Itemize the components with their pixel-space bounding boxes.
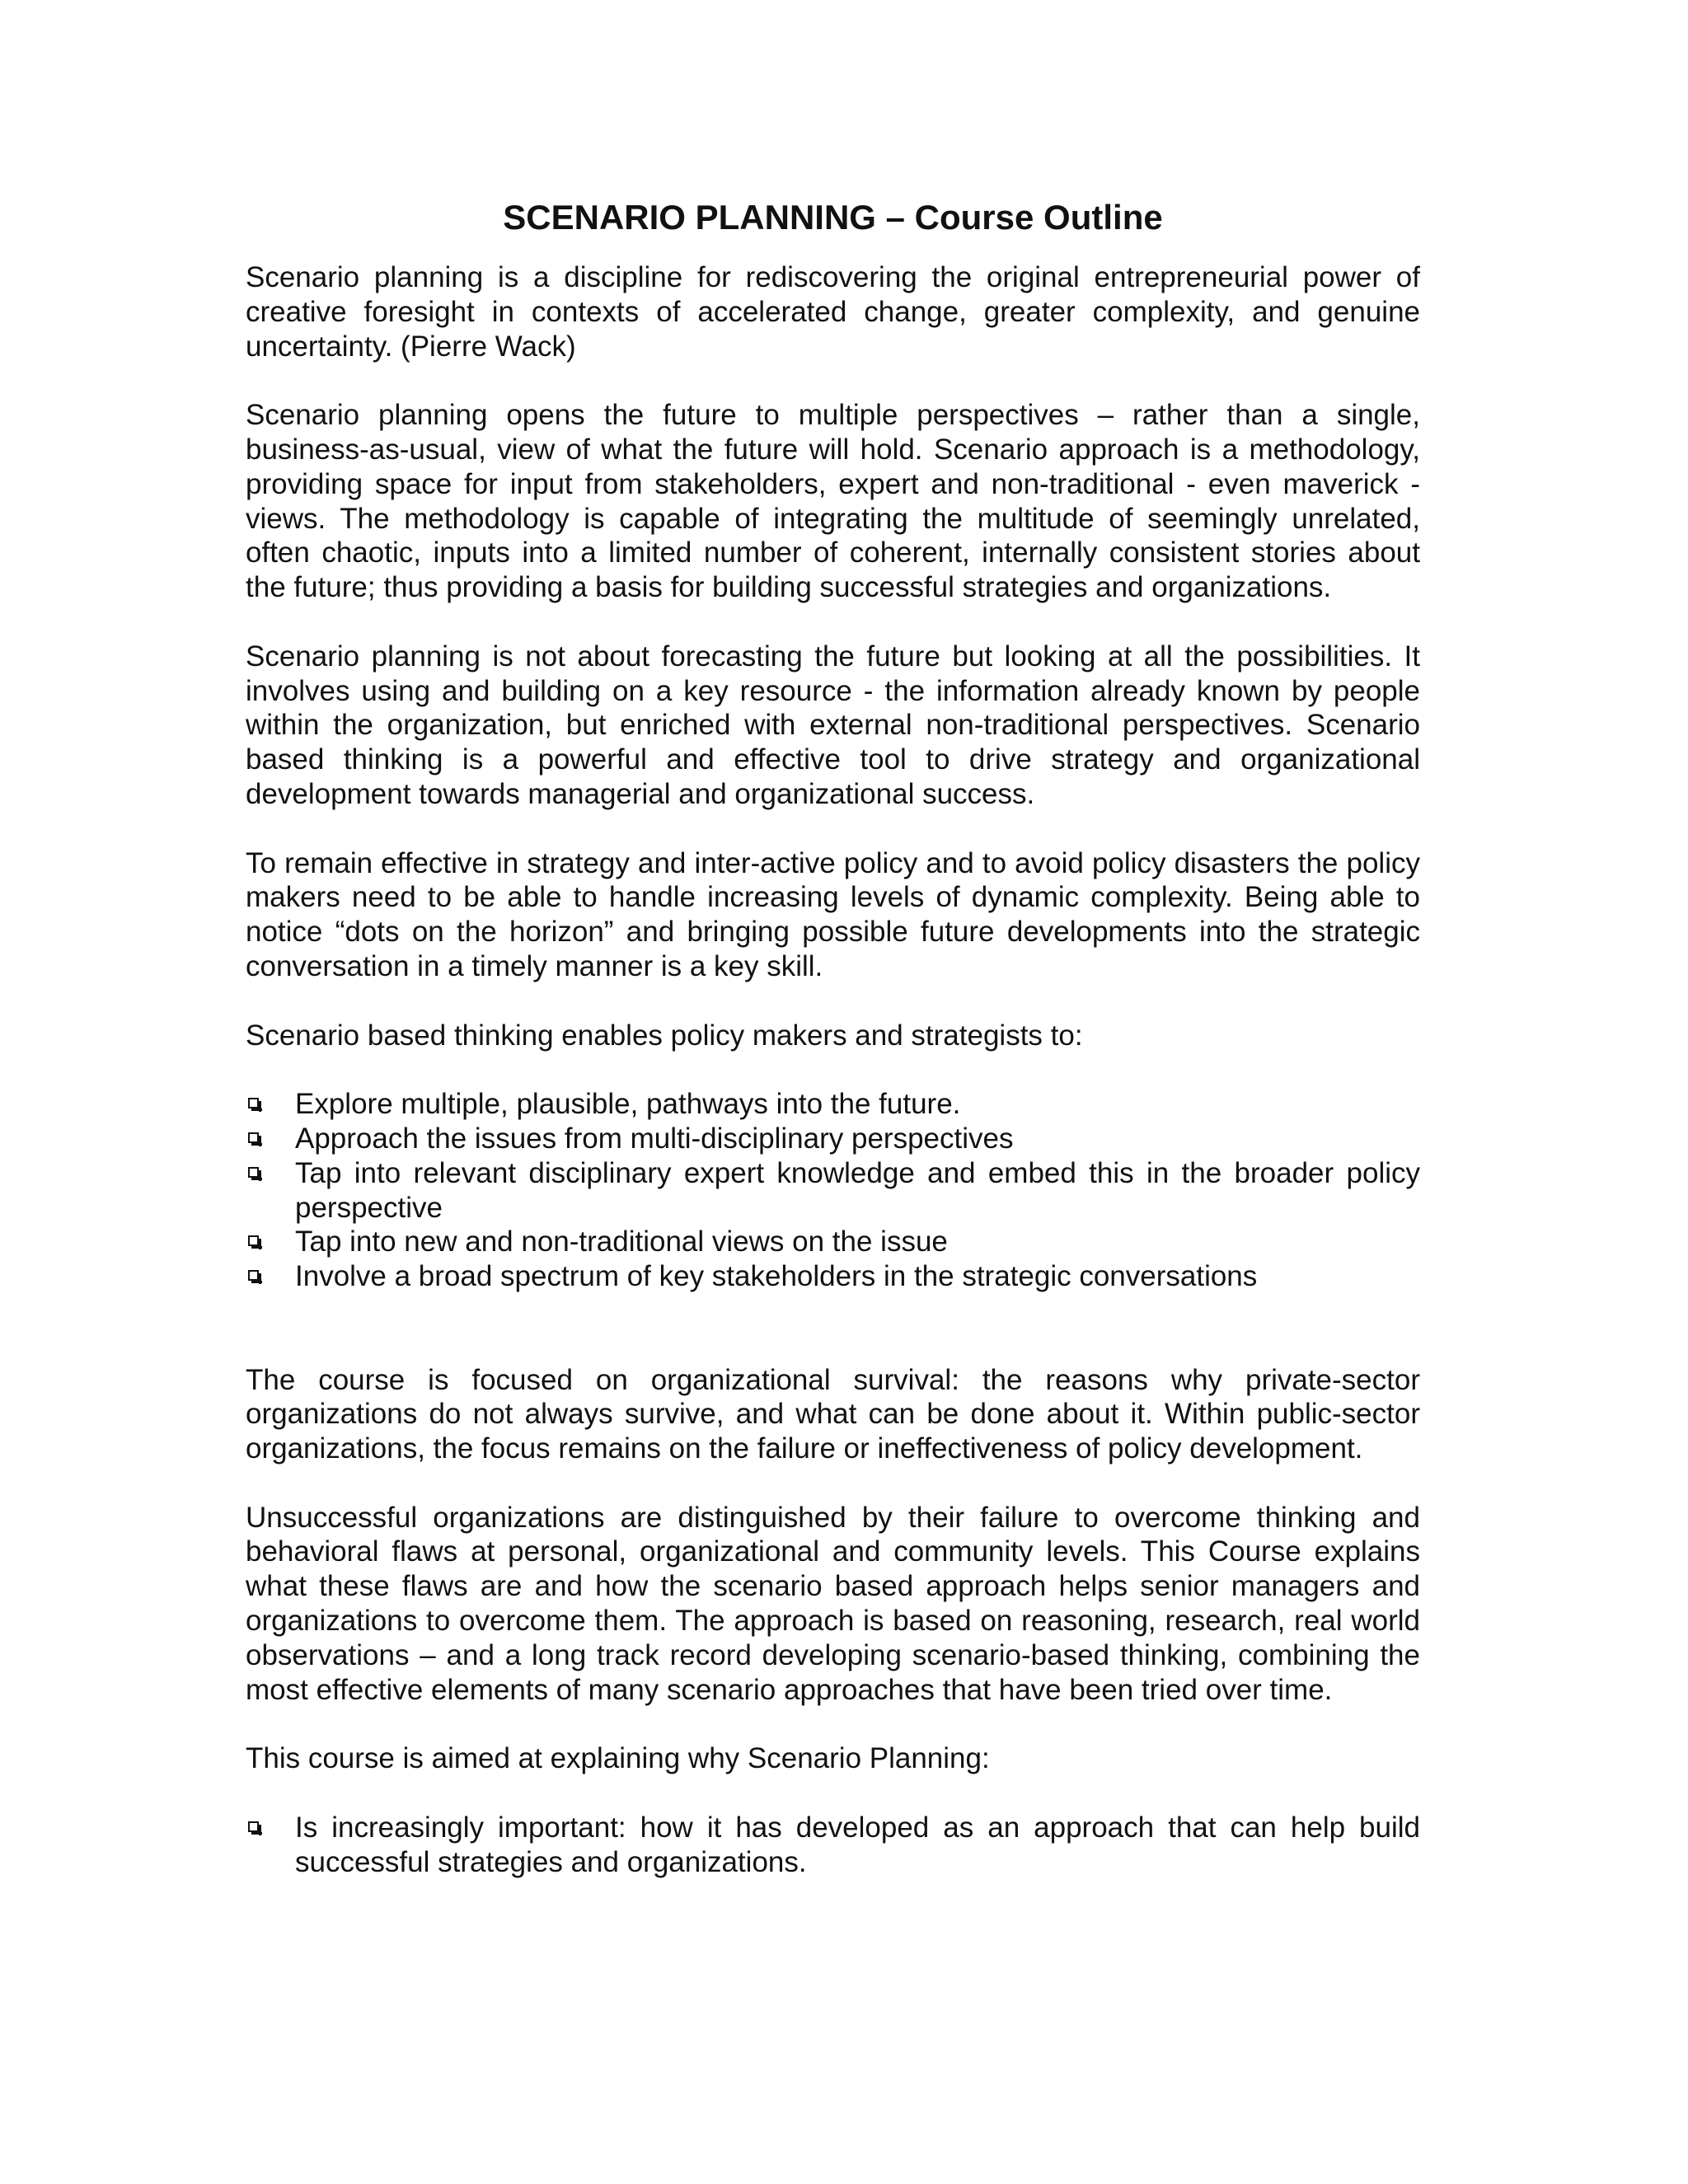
spacer: [246, 1294, 1420, 1363]
aim-list: [246, 1811, 1420, 1880]
list-item: [246, 1122, 1420, 1156]
list-item: [246, 1087, 1420, 1122]
paragraph-enables-intro: Scenario based thinking enables policy makers and strategists to:: [246, 1019, 1083, 1052]
paragraph-unsuccessful-organizations: Unsuccessful organizations are distinguished by their failure to overcome thinking and behavioral flaws at personal, organizational and community levels. This Course explains what these flaws are and how the scenario based approach helps senior managers and organizations to overcome them. The approach is based on reasoning, research, real world observations – and a long track record developing scenario-based thinking, combining the most effective elements of many scenario approaches that have been tried over time.: [246, 1501, 1420, 1706]
document-page: [246, 196, 1420, 1879]
list-item-text: Involve a broad spectrum of key stakeholders in the strategic conversations: [295, 1260, 1258, 1293]
checkbox-square-icon: [248, 1270, 259, 1281]
list-item-text: Tap into relevant disciplinary expert knowledge and embed this in the broader policy perspective: [295, 1156, 1420, 1224]
enables-list: [246, 1087, 1420, 1294]
paragraph-course-focus: The course is focused on organizational survival: the reasons why private-sector organizations do not always survive, and what can be done about it. Within public-sector organizations, the focus remains on the failure or ineffectiveness of policy development.: [246, 1363, 1420, 1465]
list-item: [246, 1259, 1420, 1294]
list-item-text: Explore multiple, plausible, pathways into the future.: [295, 1088, 961, 1121]
checkbox-square-icon: [248, 1235, 259, 1246]
list-item-text: Tap into new and non-traditional views on the issue: [295, 1226, 948, 1258]
checkbox-square-icon: [248, 1821, 259, 1832]
page-title: SCENARIO PLANNING – Course Outline: [503, 198, 1163, 237]
list-item: [246, 1225, 1420, 1259]
list-item: [246, 1156, 1420, 1226]
paragraph-multiple-perspectives: Scenario planning opens the future to multiple perspectives – rather than a single, business-as-usual, view of what the future will hold. Scenario approach is a methodology, providing space for input from stakeholders, expert and non-traditional - even maverick - views. The methodology is capable of integrating the multitude of seemingly unrelated, often chaotic, inputs into a limited number of coherent, internally consistent stories about the future; thus providing a basis for building successful strategies and organizations.: [246, 399, 1420, 604]
list-item-text: Is increasingly important: how it has developed as an approach that can help build successful strategies and organizations.: [295, 1811, 1420, 1878]
list-item-text: Approach the issues from multi-disciplinary perspectives: [295, 1122, 1014, 1155]
checkbox-square-icon: [248, 1132, 259, 1143]
paragraph-intro-quote: Scenario planning is a discipline for rediscovering the original entrepreneurial power of creative foresight in contexts of accelerated change, greater complexity, and genuine uncertainty. (Pierre Wack): [246, 261, 1420, 363]
checkbox-square-icon: [248, 1167, 259, 1178]
paragraph-course-aim: This course is aimed at explaining why Scenario Planning:: [246, 1742, 990, 1775]
checkbox-square-icon: [248, 1098, 259, 1108]
paragraph-policy-makers: To remain effective in strategy and inter-active policy and to avoid policy disasters the policy makers need to be able to handle increasing levels of dynamic complexity. Being able to notice “dots on the horizon” and bringing possible future developments into the strategic conversation in a timely manner is a key skill.: [246, 846, 1420, 982]
paragraph-not-forecasting: Scenario planning is not about forecasting the future but looking at all the possibilities. It involves using and building on a key resource - the information already known by people within the organization, but enriched with external non-traditional perspectives. Scenario based thinking is a powerful and effective tool to drive strategy and organizational development towards managerial and organizational success.: [246, 640, 1420, 810]
list-item: [246, 1811, 1420, 1880]
